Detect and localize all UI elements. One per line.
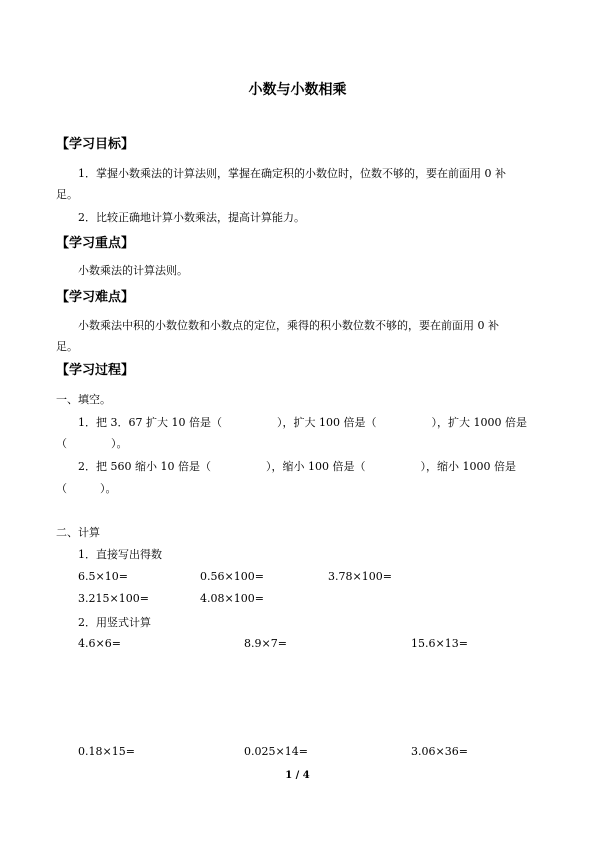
direct-calc-item: 6.5×10=: [78, 570, 128, 583]
vertical-calc-title: 2．用竖式计算: [78, 616, 151, 629]
objectives-heading: 【学习目标】: [56, 137, 135, 152]
objective-item-2: 2．比较正确地计算小数乘法，提高计算能力。: [78, 211, 305, 224]
vertical-calc-item: 3.06×36=: [411, 745, 468, 758]
difficulties-text: 小数乘法中积的小数位数和小数点的定位，乘得的积小数位数不够的，要在前面用 0 补: [78, 319, 499, 332]
fill-section-title: 一、填空。: [56, 393, 111, 406]
difficulties-heading: 【学习难点】: [56, 290, 135, 305]
fill-question-2: 2．把 560 缩小 10 倍是（ ），缩小 100 倍是（ ），缩小 1000 倍是: [78, 460, 516, 473]
direct-calc-item: 3.78×100=: [328, 570, 392, 583]
key-points-heading: 【学习重点】: [56, 236, 135, 251]
process-heading: 【学习过程】: [56, 363, 135, 378]
fill-question-2-cont: （ ）。: [56, 482, 117, 495]
objective-item-1: 1．掌握小数乘法的计算法则，掌握在确定积的小数位时，位数不够的，要在前面用 0 补: [78, 167, 506, 180]
calc-section-title: 二、计算: [56, 526, 100, 539]
fill-question-1-cont: （ ）。: [56, 437, 128, 450]
vertical-calc-item: 15.6×13=: [411, 637, 468, 650]
direct-calc-title: 1．直接写出得数: [78, 548, 162, 561]
vertical-calc-item: 4.6×6=: [78, 637, 121, 650]
fill-question-1: 1．把 3．67 扩大 10 倍是（ ），扩大 100 倍是（ ），扩大 1000 倍是: [78, 416, 527, 429]
difficulties-text-cont: 足。: [56, 340, 78, 353]
page-number: 1 / 4: [285, 770, 310, 781]
vertical-calc-item: 0.18×15=: [78, 745, 135, 758]
direct-calc-item: 4.08×100=: [200, 592, 264, 605]
vertical-calc-item: 8.9×7=: [244, 637, 287, 650]
direct-calc-item: 0.56×100=: [200, 570, 264, 583]
direct-calc-item: 3.215×100=: [78, 592, 149, 605]
page-title: 小数与小数相乘: [248, 82, 347, 98]
objective-item-1-cont: 足。: [56, 188, 78, 201]
vertical-calc-item: 0.025×14=: [244, 745, 308, 758]
key-points-text: 小数乘法的计算法则。: [78, 264, 188, 277]
